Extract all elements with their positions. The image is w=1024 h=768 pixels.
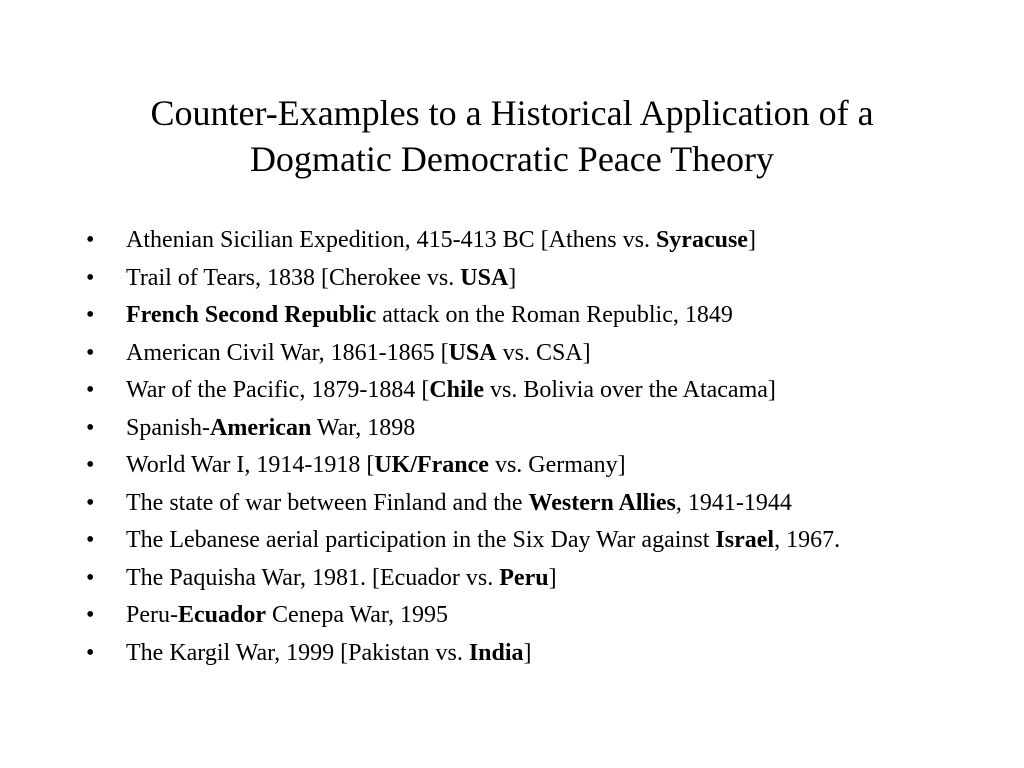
bullet-item bbox=[86, 563, 966, 594]
bullet-text: The Lebanese aerial participation in the Six Day War against bbox=[126, 527, 716, 553]
bullet-bold-text: Chile bbox=[429, 377, 484, 403]
bullet-bold-text: American bbox=[210, 414, 312, 441]
bullet-text: War of the Pacific, 1879-1884 [ bbox=[126, 377, 430, 403]
bullet-text: ] bbox=[548, 564, 557, 591]
bullet-text: American Civil War, 1861-1865 [ bbox=[126, 339, 449, 366]
bullet-text: , 1941-1944 bbox=[675, 489, 792, 516]
bullet-bold-text: Ecuador bbox=[177, 602, 266, 628]
bullet-icon: • bbox=[86, 639, 95, 666]
bullet-item bbox=[86, 263, 966, 294]
bullet-bold-text: Peru bbox=[499, 564, 549, 591]
bullet-text: The Paquisha War, 1981. [Ecuador vs. bbox=[126, 564, 500, 591]
bullet-text: ] bbox=[523, 639, 532, 666]
bullet-icon: • bbox=[86, 602, 95, 628]
bullet-text: , 1967. bbox=[774, 527, 841, 553]
bullet-item bbox=[86, 300, 966, 331]
bullet-bold-text: UK/France bbox=[374, 452, 489, 478]
bullet-text: World War I, 1914-1918 [ bbox=[126, 452, 375, 478]
bullet-icon: • bbox=[86, 452, 95, 478]
slide-title bbox=[60, 90, 964, 182]
bullet-bold-text: Syracuse bbox=[655, 227, 748, 253]
bullet-bold-text: USA bbox=[460, 264, 509, 291]
bullet-text: Trail of Tears, 1838 [Cherokee vs. bbox=[126, 264, 461, 291]
bullet-text: Athenian Sicilian Expedition, 415-413 BC [Athens vs. bbox=[126, 227, 656, 253]
bullet-item bbox=[86, 450, 966, 481]
bullet-text: vs. CSA] bbox=[496, 339, 591, 366]
bullet-text: War, 1898 bbox=[311, 414, 416, 441]
bullet-text: vs. Germany] bbox=[488, 452, 626, 478]
bullet-list bbox=[86, 225, 966, 675]
bullet-icon: • bbox=[86, 564, 95, 591]
bullet-text: ] bbox=[747, 227, 756, 253]
bullet-item bbox=[86, 338, 966, 369]
slide-title-line-2: Dogmatic Democratic Peace Theory bbox=[249, 139, 775, 179]
bullet-item bbox=[86, 600, 966, 631]
bullet-item bbox=[86, 488, 966, 519]
bullet-item bbox=[86, 375, 966, 406]
bullet-text: attack on the Roman Republic, 1849 bbox=[376, 302, 733, 328]
bullet-item bbox=[86, 413, 966, 444]
bullet-text: Spanish- bbox=[126, 414, 210, 441]
bullet-text: vs. Bolivia over the Atacama] bbox=[483, 377, 776, 403]
bullet-item bbox=[86, 525, 966, 556]
bullet-icon: • bbox=[86, 527, 95, 553]
bullet-bold-text: French Second Republic bbox=[126, 302, 377, 328]
bullet-bold-text: Western Allies bbox=[528, 489, 676, 516]
slide-title-line-1: Counter-Examples to a Historical Application of a bbox=[150, 93, 874, 133]
bullet-item bbox=[86, 225, 966, 256]
bullet-icon: • bbox=[86, 377, 95, 403]
bullet-icon: • bbox=[86, 414, 95, 441]
bullet-bold-text: USA bbox=[448, 339, 497, 366]
bullet-icon: • bbox=[86, 302, 95, 328]
bullet-bold-text: Israel bbox=[715, 527, 775, 553]
bullet-text: Peru- bbox=[126, 602, 178, 628]
bullet-text: The Kargil War, 1999 [Pakistan vs. bbox=[126, 639, 469, 666]
bullet-icon: • bbox=[86, 489, 95, 516]
bullet-text: Cenepa War, 1995 bbox=[266, 602, 448, 628]
bullet-icon: • bbox=[86, 264, 95, 291]
bullet-text: ] bbox=[508, 264, 517, 291]
bullet-icon: • bbox=[86, 227, 95, 253]
bullet-text: The state of war between Finland and the bbox=[126, 489, 529, 516]
bullet-bold-text: India bbox=[468, 639, 524, 666]
bullet-item bbox=[86, 638, 966, 669]
bullet-icon: • bbox=[86, 339, 95, 366]
